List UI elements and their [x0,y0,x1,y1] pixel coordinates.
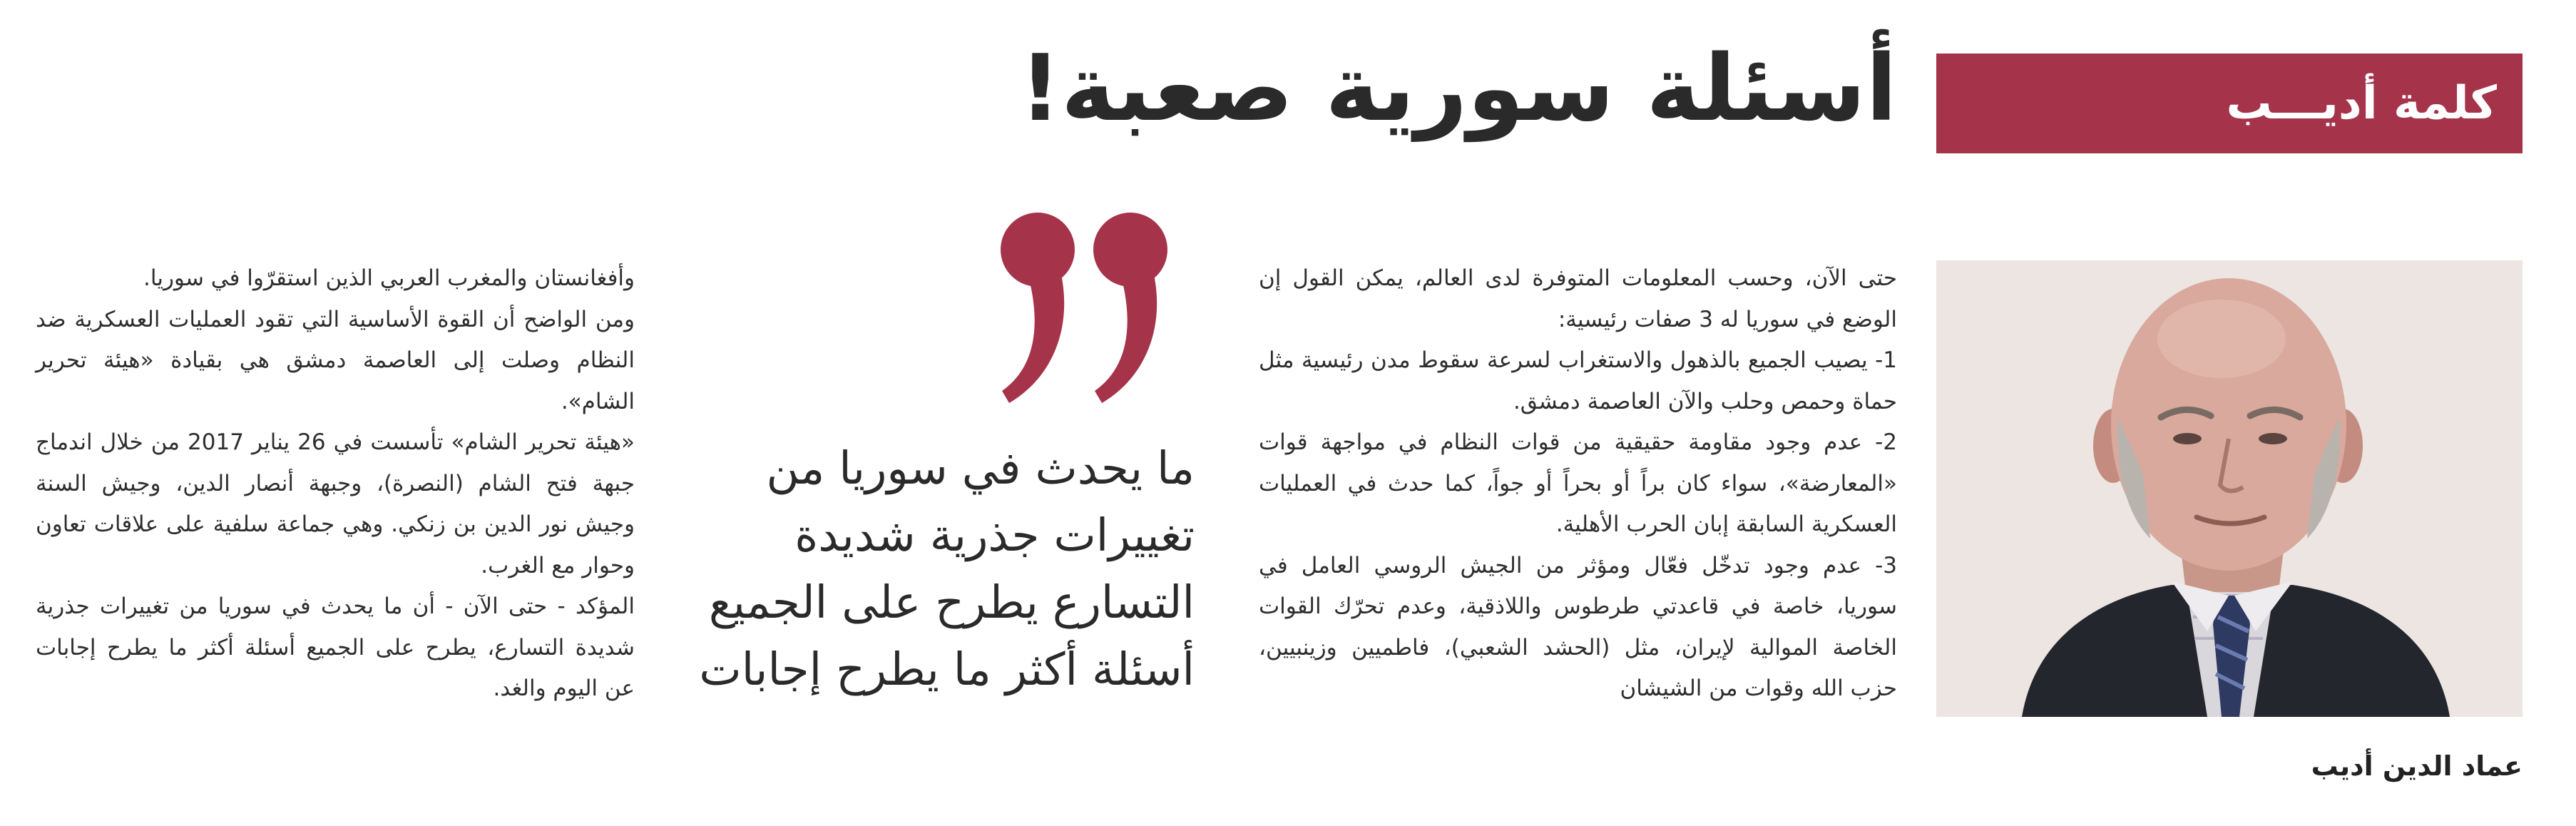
pull-quote-line: أسئلة أكثر ما يطرح إجابات [699,643,1195,695]
article-paragraph: «هيئة تحرير الشام» تأسست في 26 يناير 2017 من خلال اندماج جبهة فتح الشام (النصرة)، وجبهة أنصار الدين، وجيش السنة وجيش نور الدين بن زنكي. وهي جماعة سلفية على علاقات تعاون وحوار مع الغرب. [36,429,635,578]
author-photo [1936,260,2523,717]
article-paragraph: وأفغانستان والمغرب العربي الذين استقرّوا في سوريا. [143,265,635,291]
article-paragraph: 2- عدم وجود مقاومة حقيقية من قوات النظام في مواجهة قوات «المعارضة»، سواء كان براً أو بحراً أو جواً، كما حدث في العمليات العسكرية السابقة إبان الحرب الأهلية. [1259,429,1897,537]
section-label: كلمة أديـــب [1936,53,2523,153]
article-paragraph: 3- عدم وجود تدخّل فعّال ومؤثر من الجيش الروسي العامل في سوريا، خاصة في قاعدتي طرطوس واللاذقية، وعدم تحرّك القوات الخاصة الموالية لإيران، مثل (الحشد الشعبي)، فاطميين وزينبيين، حزب الله وقوات من الشيشان [1259,552,1897,701]
article-paragraph: 1- يصيب الجميع بالذهول والاستغراب لسرعة سقوط مدن رئيسية مثل حماة وحمص وحلب والآن العاصمة دمشق. [1259,347,1897,414]
pull-quote-line: تغييرات جذرية شديدة [794,509,1195,561]
article-paragraph: حتى الآن، وحسب المعلومات المتوفرة لدى العالم، يمكن القول إن الوضع في سوريا له 3 صفات رئيسية: [1259,265,1897,332]
author-portrait-icon [1936,260,2523,717]
article-column-right [1259,258,1897,710]
pull-quote-line: ما يحدث في سوريا من [766,442,1195,494]
article-paragraph: المؤكد - حتى الآن - أن ما يحدث في سوريا من تغييرات جذرية شديدة التسارع، يطرح على الجميع أسئلة أكثر ما يطرح إجابات عن اليوم والغد. [36,593,635,701]
author-name-caption: عماد الدين أديب [2311,750,2523,782]
article-paragraph: ومن الواضح أن القوة الأساسية التي تقود العمليات العسكرية ضد النظام وصلت إلى العاصمة دمشق هي بقيادة «هيئة تحرير الشام». [36,306,635,414]
pull-quote-line: التسارع يطرح على الجميع [708,576,1195,628]
article-column-left [36,258,635,710]
pull-quote [667,435,1195,703]
headline: أسئلة سورية صعبة! [1019,36,1897,142]
closing-quote-icon [988,207,1202,421]
